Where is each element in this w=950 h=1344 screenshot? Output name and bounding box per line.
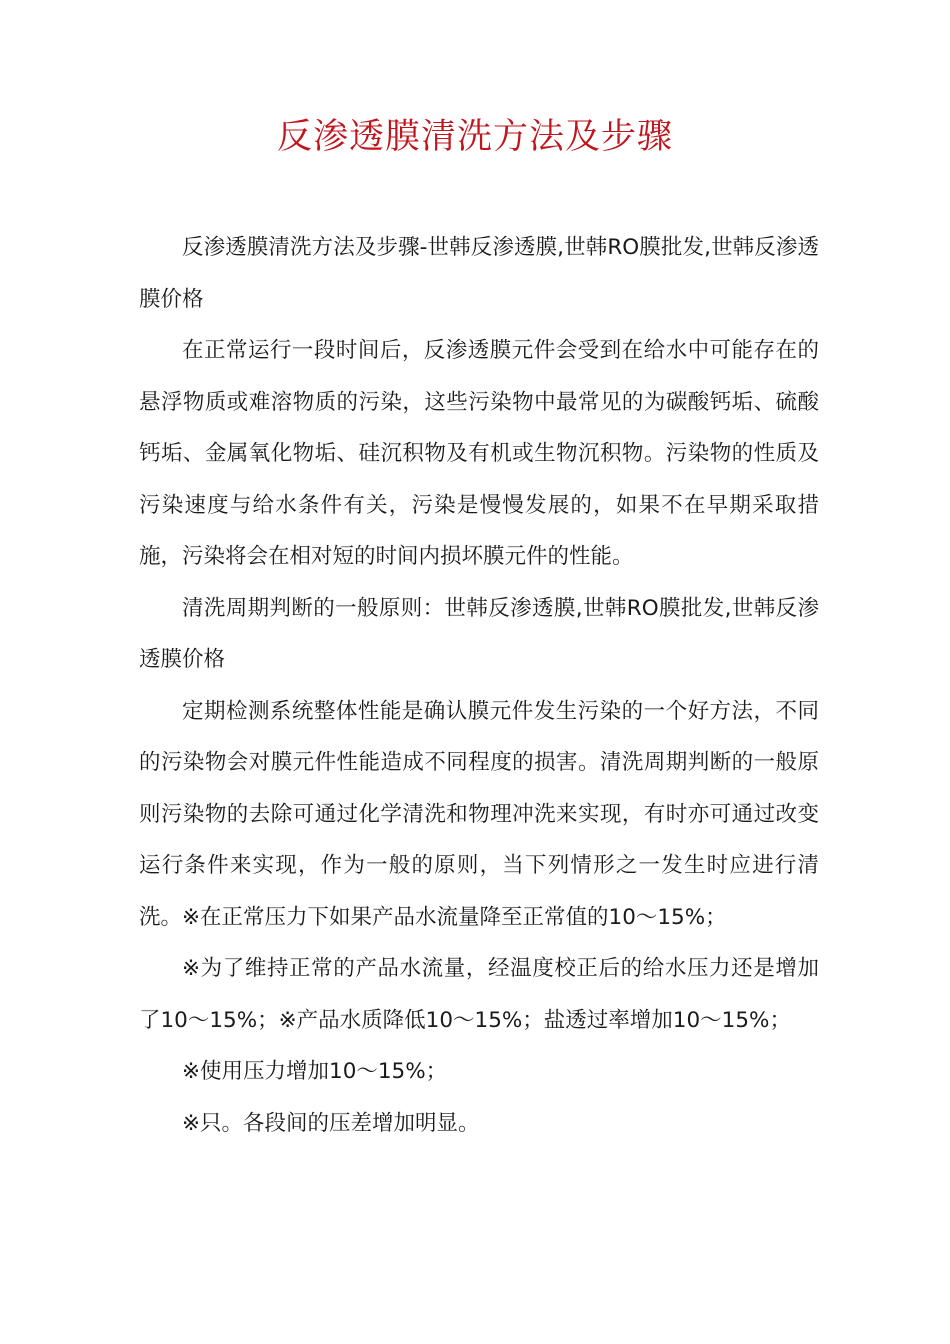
document-body xyxy=(139,222,819,1149)
paragraph-intro: 反渗透膜清洗方法及步骤-世韩反渗透膜,世韩RO膜批发,世韩反渗透膜价格 xyxy=(139,235,819,312)
paragraph-monitoring: 定期检测系统整体性能是确认膜元件发生污染的一个好方法，不同的污染物会对膜元件性能造成不同程度的损害。清洗周期判断的一般原则污染物的去除可通过化学清洗和物理冲洗来实现，有时亦可通过改变运行条件来实现，作为一般的原则，当下列情形之一发生时应进行清洗。※在正常压力下如果产品水流量降至正常值的10～15%； xyxy=(139,698,819,930)
paragraph-pressure-difference: ※只。各段间的压差增加明显。 xyxy=(182,1110,480,1136)
paragraph-operating-pressure: ※使用压力增加10～15%； xyxy=(182,1059,448,1084)
paragraph-cleaning-principle-heading: 清洗周期判断的一般原则：世韩反渗透膜,世韩RO膜批发,世韩反渗透膜价格 xyxy=(139,595,819,672)
paragraph-fouling: 在正常运行一段时间后，反渗透膜元件会受到在给水中可能存在的悬浮物质或难溶物质的污染，这些污染物中最常见的为碳酸钙垢、硫酸钙垢、金属氧化物垢、硅沉积物及有机或生物沉积物。污染物的性质及污染速度与给水条件有关，污染是慢慢发展的，如果不在早期采取措施，污染将会在相对短的时间内损坏膜元件的性能。 xyxy=(139,338,819,569)
paragraph-pressure-criteria: ※为了维持正常的产品水流量，经温度校正后的给水压力还是增加了10～15%；※产品水质降低10～15%；盐透过率增加10～15%； xyxy=(139,956,819,1033)
document-title: 反渗透膜清洗方法及步骤 xyxy=(276,117,673,157)
